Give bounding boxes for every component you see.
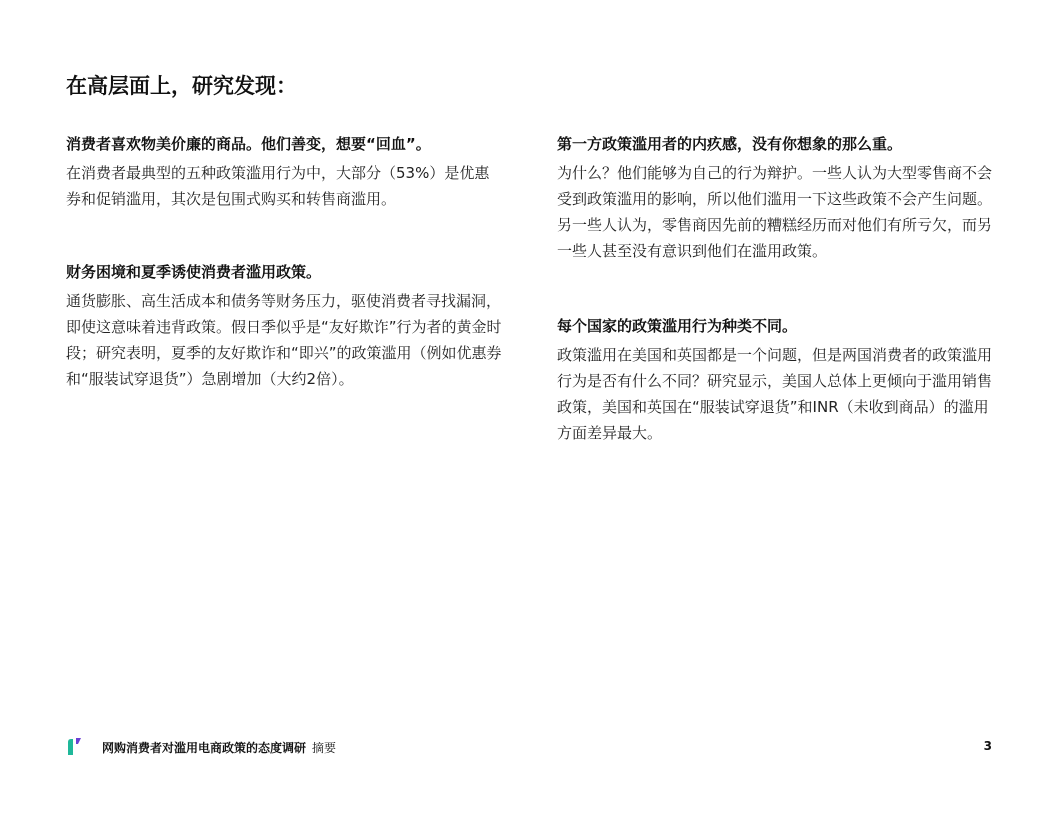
finding-body: 政策滥用在美国和英国都是一个问题，但是两国消费者的政策滥用行为是否有什么不同？研究显示，美国人总体上更倾向于滥用销售政策，美国和英国在“服装试穿退货”和INR（未收到商品）的滥用方面差异最大。	[557, 346, 993, 442]
page-number: 3	[983, 739, 992, 753]
finding-body: 通货膨胀、高生活成本和债务等财务压力，驱使消费者寻找漏洞，即使这意味着违背政策。假日季似乎是“友好欺诈”行为者的黄金时段；研究表明，夏季的友好欺诈和“即兴”的政策滥用（例如优惠券和“服装试穿退货”）急剧增加（大约2倍）。	[66, 292, 502, 388]
footer-report-title: 网购消费者对滥用电商政策的态度调研	[102, 741, 307, 755]
footer-title	[102, 739, 336, 756]
finding-heading: 消费者喜欢物美价廉的商品。他们善变，想要“回血”。	[66, 135, 431, 153]
finding-section-2	[66, 262, 504, 392]
finding-section-3	[557, 134, 995, 264]
finding-heading: 第一方政策滥用者的内疚感，没有你想象的那么重。	[557, 135, 903, 153]
finding-heading: 每个国家的政策滥用行为种类不同。	[557, 317, 798, 335]
page-title: 在高层面上，研究发现：	[66, 74, 297, 98]
page-footer	[66, 734, 992, 758]
finding-body: 为什么？他们能够为自己的行为辩护。一些人认为大型零售商不会受到政策滥用的影响，所以他们滥用一下这些政策不会产生问题。另一些人认为，零售商因先前的糟糕经历而对他们有所亏欠，而另一些人甚至没有意识到他们在滥用政策。	[557, 164, 993, 260]
footer-subtitle: 摘要	[312, 741, 337, 755]
finding-section-4	[557, 316, 995, 446]
brand-logo-icon	[66, 736, 82, 756]
finding-heading: 财务困境和夏季诱使消费者滥用政策。	[66, 263, 322, 281]
finding-body: 在消费者最典型的五种政策滥用行为中，大部分（53%）是优惠券和促销滥用，其次是包围式购买和转售商滥用。	[66, 164, 490, 208]
finding-section-1	[66, 134, 504, 212]
